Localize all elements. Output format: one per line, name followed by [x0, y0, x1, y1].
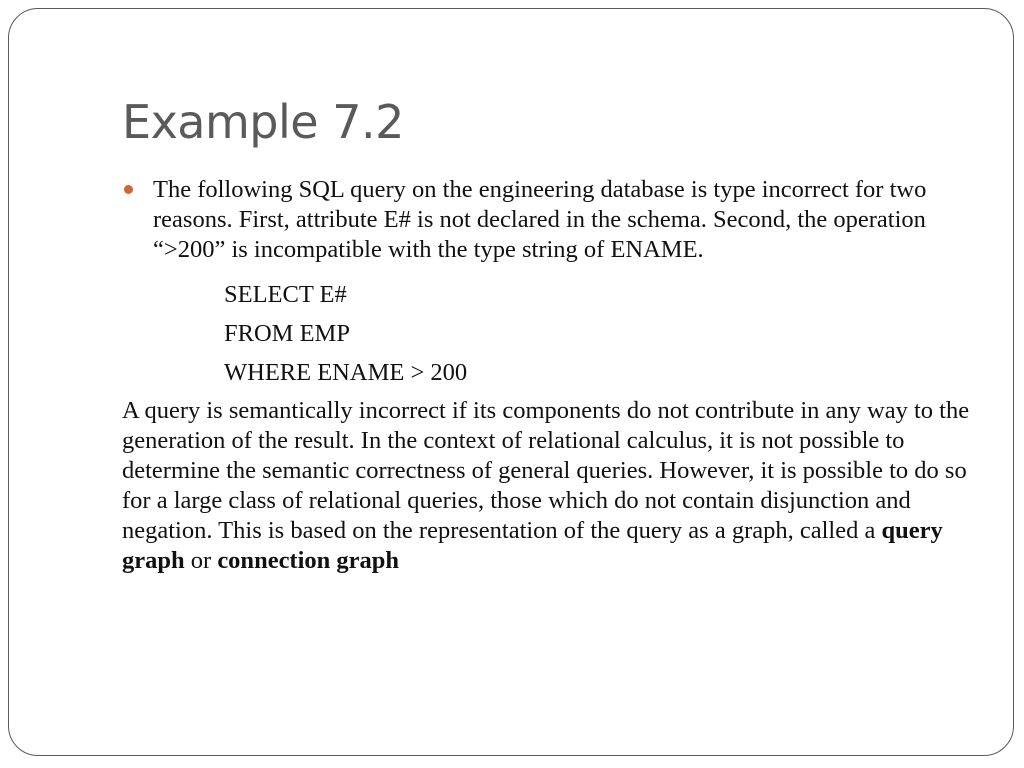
- paragraph-connector: or: [184, 547, 218, 574]
- sql-line-where: WHERE ENAME > 200: [224, 359, 468, 386]
- bullet-text: The following SQL query on the engineering database is type incorrect for two reasons. First, attribute E# is not declared in the schema. Second, the operation “>200” is incompatible with the type string of ENAME.: [153, 176, 927, 263]
- slide-body: [122, 175, 982, 576]
- sql-line-from: FROM EMP: [224, 320, 350, 347]
- sql-line-select: SELECT E#: [224, 281, 347, 308]
- term-query-graph: query graph: [122, 517, 943, 574]
- bullet-item: [122, 175, 982, 265]
- semantic-paragraph: [122, 396, 982, 576]
- paragraph-text: A query is semantically incorrect if its components do not contribute in any way to the generation of the result. In the context of relational calculus, it is not possible to determine the semantic correctness of general queries. However, it is possible to do so for a large class of relational queries, those which do not contain disjunction and negation. This is based on the representation of the query as a graph, called a: [122, 397, 970, 544]
- slide-frame: [8, 8, 1014, 756]
- bullet-dot-icon: [124, 185, 133, 194]
- term-connection-graph: connection graph: [217, 547, 400, 574]
- slide-title: Example 7.2: [122, 95, 404, 149]
- sql-query-block: [224, 275, 982, 392]
